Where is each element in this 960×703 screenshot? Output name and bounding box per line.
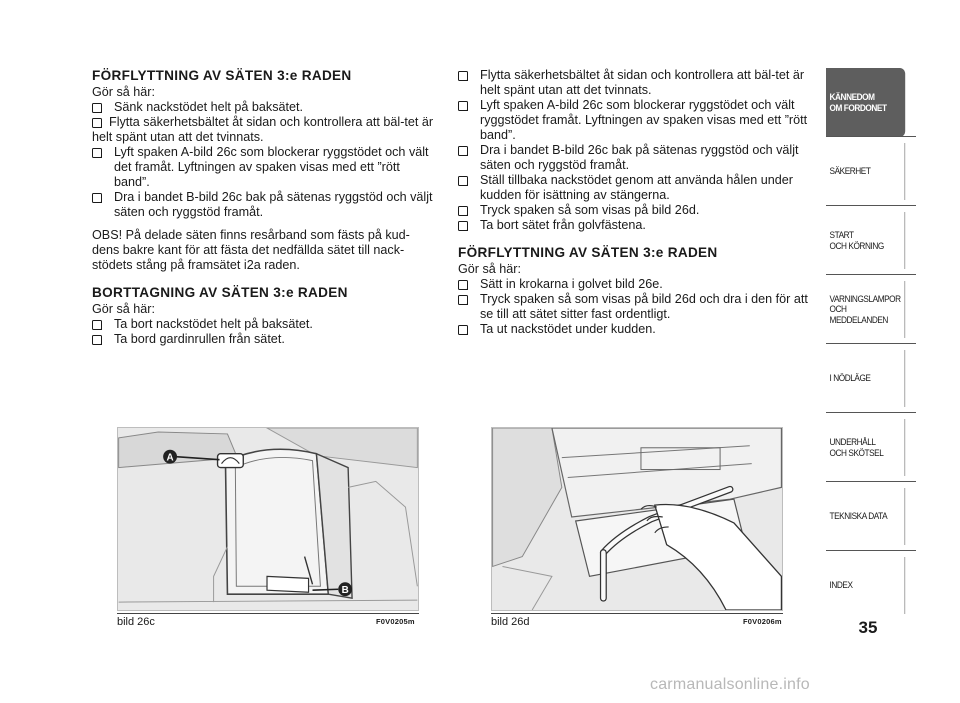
checkbox-bullet-icon xyxy=(458,101,470,110)
intro-text: Gör så här: xyxy=(458,262,521,276)
list-item: Ta ut nackstödet under kudden. xyxy=(458,322,812,337)
tab-separator xyxy=(826,481,916,482)
list-item: Ta bort nackstödet helt på baksätet. xyxy=(92,317,436,332)
tab-i-nodlage[interactable]: I NÖDLÄGE xyxy=(829,372,871,384)
tab-index[interactable]: INDEX xyxy=(829,579,853,591)
callout-label-a: A xyxy=(166,452,174,464)
checkbox-bullet-icon xyxy=(92,103,104,112)
checkbox-bullet-icon xyxy=(458,325,470,334)
seat-lever-drawing xyxy=(492,428,782,610)
page-number: 35 xyxy=(858,618,878,637)
figure-caption: bild 26d xyxy=(491,616,530,628)
caption-rule xyxy=(117,613,419,614)
right-column xyxy=(458,68,812,337)
section-heading: BORTTAGNING AV SÄTEN 3:e RADEN xyxy=(92,285,348,300)
checkbox-bullet-icon xyxy=(458,146,470,155)
tab-underhall[interactable]: UNDERHÅLL OCH SKÖTSEL xyxy=(829,436,884,458)
list-item: Lyft spaken A-bild 26c som blockerar ryggstödet och vält det framåt. Lyftningen av spaken visas med ett ”rött band”. xyxy=(92,145,436,190)
tab-separator xyxy=(826,136,916,137)
figure-code: F0V0205m xyxy=(376,617,415,626)
list-item: Flytta säkerhetsbältet åt sidan och kontrollera att bäl-tet är helt spänt utan att det tvinnats. xyxy=(92,115,434,144)
list-item: Ta bord gardinrullen från sätet. xyxy=(92,332,436,347)
list-item: Ta bort sätet från golvfästena. xyxy=(458,218,812,233)
tab-separator xyxy=(826,343,916,344)
checkbox-bullet-icon xyxy=(92,193,104,202)
chapter-sidebar xyxy=(826,68,916,620)
tab-sakerhet[interactable]: SÄKERHET xyxy=(829,165,871,177)
intro-text: Gör så här: xyxy=(92,85,155,99)
tab-separator xyxy=(826,274,916,275)
list-item: Sätt in krokarna i golvet bild 26e. xyxy=(458,277,812,292)
checkbox-bullet-icon xyxy=(92,335,104,344)
tab-separator xyxy=(826,412,916,413)
checkbox-bullet-icon xyxy=(458,221,470,230)
intro-text: Gör så här: xyxy=(92,302,155,316)
section-heading: FÖRFLYTTNING AV SÄTEN 3:e RADEN xyxy=(458,245,718,260)
checkbox-bullet-icon xyxy=(458,295,470,304)
figure-caption: bild 26c xyxy=(117,616,155,628)
list-item: Tryck spaken så som visas på bild 26d. xyxy=(458,203,812,218)
figure-code: F0V0206m xyxy=(743,617,782,626)
list-item: Dra i bandet B-bild 26c bak på sätenas ryggstöd och väljt säten och ryggstöd framåt. xyxy=(92,190,436,220)
watermark-text: carmanualsonline.info xyxy=(650,676,810,693)
left-column xyxy=(92,68,436,347)
tab-separator xyxy=(826,550,916,551)
list-item: Sänk nackstödet helt på baksätet. xyxy=(92,100,436,115)
callout-label-b: B xyxy=(341,585,349,597)
tab-varningslampor[interactable]: VARNINGSLAMPOR OCH MEDDELANDEN xyxy=(829,292,901,325)
checkbox-bullet-icon xyxy=(458,280,470,289)
tab-separator xyxy=(826,205,916,206)
checkbox-bullet-icon xyxy=(92,320,104,329)
checkbox-bullet-icon xyxy=(458,71,470,80)
tab-kannedom-om-fordonet[interactable]: KÄNNEDOM OM FORDONET xyxy=(826,68,905,137)
list-item: Ställ tillbaka nackstödet genom att använda hålen under kudden för isättning av stängerna. xyxy=(458,173,812,203)
list-item: Tryck spaken så som visas på bild 26d och dra i den för att se till att sätet sitter fast ordentligt. xyxy=(458,292,812,322)
figure-26d-lever-illustration xyxy=(491,427,783,611)
tab-tekniska-data[interactable]: TEKNISKA DATA xyxy=(829,510,888,522)
checkbox-bullet-icon xyxy=(458,176,470,185)
section-heading: FÖRFLYTTNING AV SÄTEN 3:e RADEN xyxy=(92,68,352,83)
tab-start-och-korning[interactable]: START OCH KÖRNING xyxy=(829,229,884,251)
caption-rule xyxy=(491,613,783,614)
checkbox-bullet-icon xyxy=(92,118,101,127)
list-item: Lyft spaken A-bild 26c som blockerar ryggstödet och vält ryggstödet framåt. Lyftningen av spaken visas med ett ”rött band”. xyxy=(458,98,812,143)
checkbox-bullet-icon xyxy=(92,148,104,157)
list-item: Flytta säkerhetsbältet åt sidan och kontrollera att bäl-tet är helt spänt utan att det tvinnats. xyxy=(458,68,812,98)
figure-26c-seat-illustration xyxy=(117,427,419,611)
note-paragraph: OBS! På delade säten finns resårband som fästs på kud-dens bakre kant för att fästa det nedfällda sätet till nack-stödets stång på framsätet i2a raden. xyxy=(92,228,410,272)
list-item: Dra i bandet B-bild 26c bak på sätenas ryggstöd och väljt säten och ryggstöd framåt. xyxy=(458,143,812,173)
checkbox-bullet-icon xyxy=(458,206,470,215)
seat-backrest-drawing xyxy=(118,428,418,610)
